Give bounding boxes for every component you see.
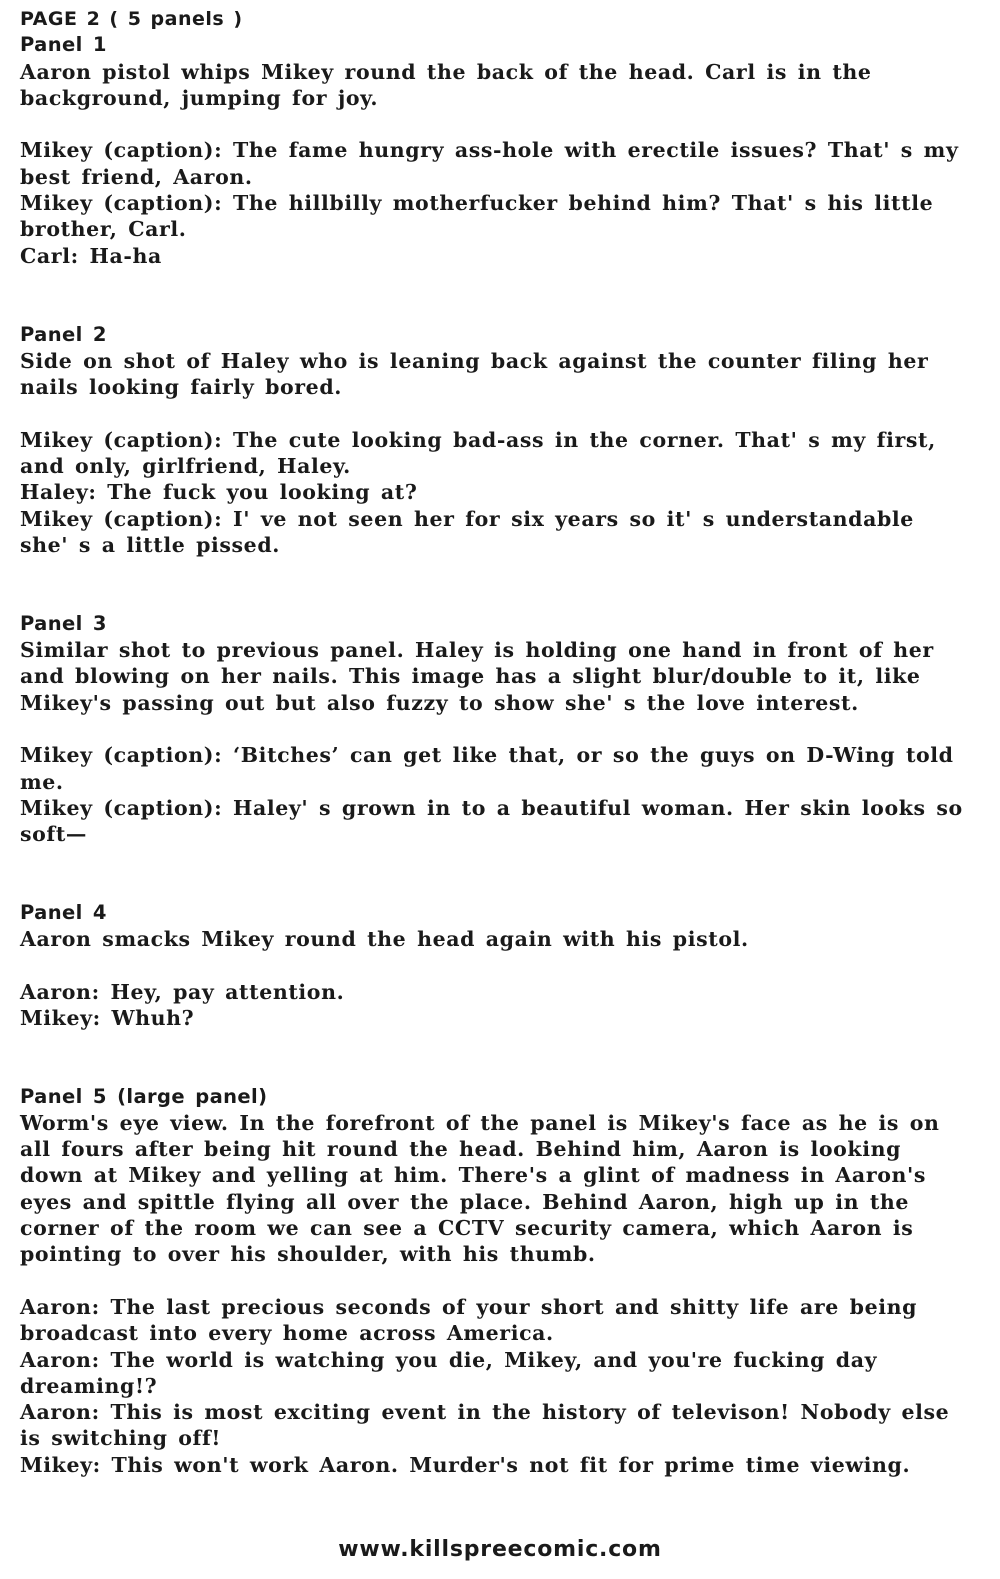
panel-3	[20, 611, 970, 848]
dialogue-line: Aaron: The world is watching you die, Mikey, and you're fucking day dreaming!?	[20, 1347, 878, 1398]
dialogue-line: Aaron: Hey, pay attention.	[20, 979, 345, 1004]
panel-description: Side on shot of Haley who is leaning back against the counter filing her nails looking fairly bored.	[20, 348, 929, 400]
panel-dialogue	[20, 979, 970, 1032]
panel-description: Aaron smacks Mikey round the head again with his pistol.	[20, 927, 749, 952]
panel-description: Worm's eye view. In the forefront of the panel is Mikey's face as he is on all fours after being hit round the head. Behind him, Aaron is looking down at Mikey and yelling at him. There's a glint of madness in Aaron's eyes and spittle flying all over the place. Behind Aaron, high up in the corner of the room we can see a CCTV security camera, which Aaron is pointing to over his shoulder, with his thumb.	[20, 1110, 940, 1267]
panel-dialogue	[20, 137, 970, 268]
dialogue-line: Mikey: Whuh?	[20, 1006, 195, 1031]
panel-title: Panel 3	[20, 611, 107, 635]
panel-description: Aaron pistol whips Mikey round the back of the head. Carl is in the background, jumping for joy.	[20, 59, 872, 110]
panel-dialogue	[20, 742, 970, 847]
dialogue-line: Mikey: This won't work Aaron. Murder's not fit for prime time viewing.	[20, 1452, 911, 1477]
panel-dialogue	[20, 1294, 970, 1478]
footer-url: www.killspreecomic.com	[338, 1537, 662, 1562]
dialogue-line: Mikey (caption): The fame hungry ass-hole with erectile issues? That' s my best friend, Aaron.	[20, 138, 959, 189]
dialogue-line: Mikey (caption): ‘Bitches’ can get like that, or so the guys on D-Wing told me.	[20, 743, 954, 794]
dialogue-line: Mikey (caption): Haley' s grown in to a beautiful woman. Her skin looks so soft—	[20, 795, 963, 847]
dialogue-line: Mikey (caption): I' ve not seen her for six years so it' s understandable she' s a little pissed.	[20, 506, 914, 557]
dialogue-line: Carl: Ha-ha	[20, 243, 162, 268]
panel-5	[20, 1084, 970, 1478]
panel-description: Similar shot to previous panel. Haley is holding one hand in front of her and blowing on her nails. This image has a slight blur/double to it, like Mikey's passing out but also fuzzy to show she' s the love interest.	[20, 638, 934, 715]
dialogue-line: Mikey (caption): The hillbilly motherfucker behind him? That' s his little brother, Carl.	[20, 191, 934, 242]
dialogue-line: Aaron: This is most exciting event in the history of televison! Nobody else is switching off!	[20, 1400, 950, 1451]
page-heading: PAGE 2 ( 5 panels )	[20, 8, 243, 30]
panel-title: Panel 5 (large panel)	[20, 1084, 268, 1108]
panel-2	[20, 322, 970, 559]
panel-1	[20, 32, 970, 269]
dialogue-line: Aaron: The last precious seconds of your short and shitty life are being broadcast into every home across America.	[20, 1294, 918, 1346]
panel-title: Panel 4	[20, 901, 107, 925]
panel-dialogue	[20, 427, 970, 558]
script-page	[20, 6, 970, 1478]
dialogue-line: Haley: The fuck you looking at?	[20, 480, 418, 505]
panel-title: Panel 2	[20, 322, 107, 346]
panel-4	[20, 900, 970, 1031]
panel-title: Panel 1	[20, 33, 107, 57]
dialogue-line: Mikey (caption): The cute looking bad-ass in the corner. That' s my first, and only, girlfriend, Haley.	[20, 427, 936, 479]
